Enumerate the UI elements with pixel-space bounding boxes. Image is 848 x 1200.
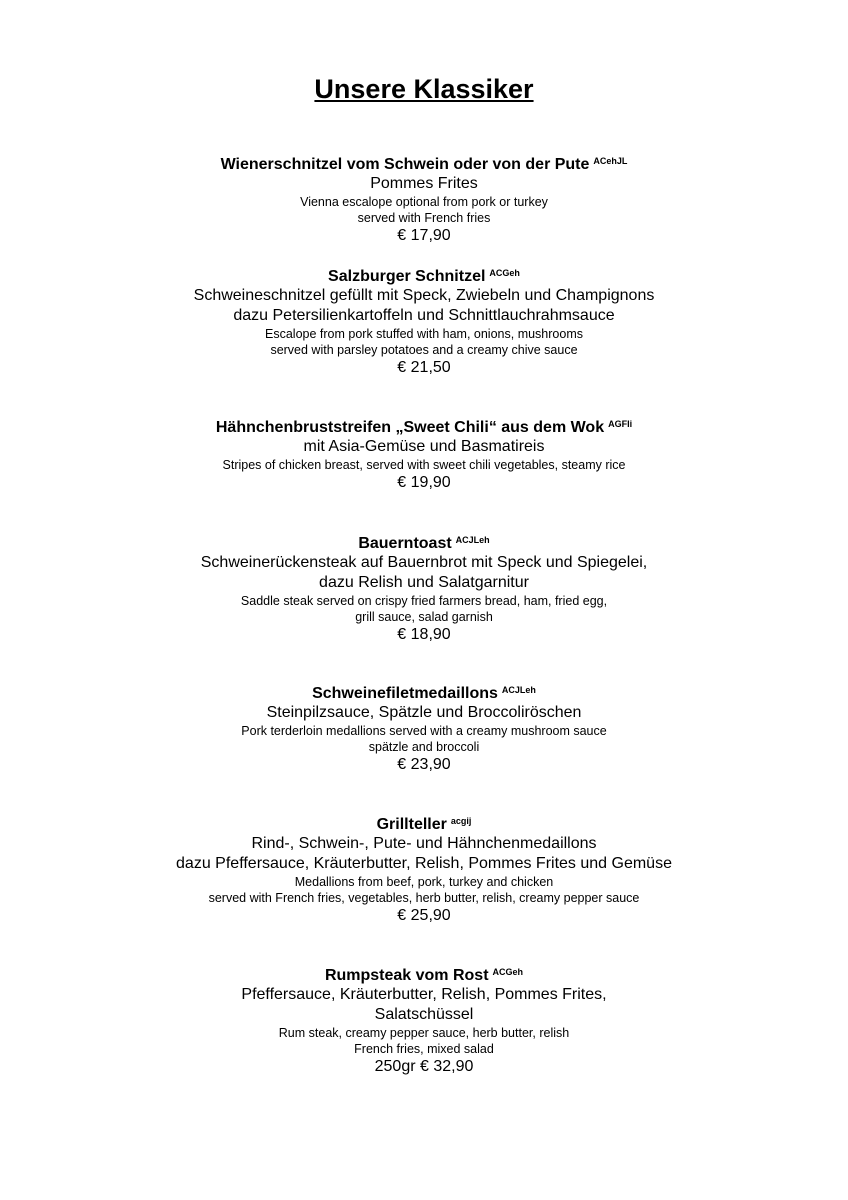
allergen-codes: ACehJL [593,156,628,166]
dish-description-de: dazu Pfeffersauce, Kräuterbutter, Relish, Pommes Frites und Gemüse [176,855,672,872]
dish-description-de: mit Asia-Gemüse und Basmatireis [303,438,545,455]
dish-price: 250gr € 32,90 [374,1058,474,1075]
dish-price: € 25,90 [397,907,451,924]
dish-name [0,267,848,286]
dish-description-de: Rind-, Schwein-, Pute- und Hähnchenmedaillons [251,835,597,852]
dish-description-en: French fries, mixed salad [354,1042,494,1056]
dish-description-en: served with French fries, vegetables, herb butter, relish, creamy pepper sauce [208,891,640,905]
dish-name [0,966,848,985]
dish-price: € 21,50 [397,359,451,376]
dish-description-en: Stripes of chicken breast, served with sweet chili vegetables, steamy rice [222,458,626,472]
dish-schweinefiletmedaillons [0,684,848,775]
dish-grillteller [0,815,848,926]
dish-name-text: Rumpsteak vom Rost [324,967,489,984]
dish-name [0,684,848,703]
dish-description-de: Salatschüssel [374,1006,474,1023]
allergen-codes: ACJLeh [501,685,536,695]
dish-description-de: Pommes Frites [370,175,478,192]
dish-description-en: Saddle steak served on crispy fried farmers bread, ham, fried egg, [240,594,608,608]
allergen-codes: ACJLeh [455,535,490,545]
dish-name [0,418,848,437]
dish-price: € 19,90 [397,474,451,491]
dish-name-text: Schweinefiletmedaillons [312,685,498,702]
dish-name-text: Wienerschnitzel vom Schwein oder von der Pute [220,156,590,173]
dish-price: € 18,90 [397,626,451,643]
dish-description-de: dazu Petersilienkartoffeln und Schnittlauchrahmsauce [233,307,615,324]
dish-description-en: Escalope from pork stuffed with ham, onions, mushrooms [265,327,583,341]
page-title: Unsere Klassiker [314,74,534,104]
dish-description-en: served with French fries [357,211,491,225]
allergen-codes: ACGeh [489,268,520,278]
dish-salzburger-schnitzel [0,267,848,378]
dish-description-en: grill sauce, salad garnish [355,610,493,624]
dish-name [0,155,848,174]
dish-name-text: Salzburger Schnitzel [328,268,486,285]
dish-bauerntoast [0,534,848,645]
dish-haehnchenbruststreifen [0,418,848,493]
dish-description-de: Schweinerückensteak auf Bauernbrot mit Speck und Spiegelei, [200,554,648,571]
dish-description-de: Schweineschnitzel gefüllt mit Speck, Zwiebeln und Champignons [193,287,655,304]
dish-price: € 23,90 [397,756,451,773]
dish-description-en: Medallions from beef, pork, turkey and chicken [294,875,554,889]
dish-description-de: Pfeffersauce, Kräuterbutter, Relish, Pommes Frites, [241,986,607,1003]
dish-description-en: Vienna escalope optional from pork or turkey [300,195,548,209]
dish-description-de: dazu Relish und Salatgarnitur [319,574,529,591]
dish-name [0,534,848,553]
dish-description-en: Pork terderloin medallions served with a creamy mushroom sauce [241,724,607,738]
allergen-codes: AGFIi [608,419,633,429]
dish-rumpsteak [0,966,848,1077]
dish-description-en: served with parsley potatoes and a creamy chive sauce [270,343,578,357]
dish-price: € 17,90 [397,227,451,244]
dish-name [0,815,848,834]
dish-wienerschnitzel [0,155,848,246]
dish-name-text: Grillteller [376,816,447,833]
allergen-codes: acgij [450,816,472,826]
dish-description-en: Rum steak, creamy pepper sauce, herb butter, relish [278,1026,570,1040]
dish-description-de: Steinpilzsauce, Spätzle und Broccoliröschen [266,704,582,721]
dish-name-text: Bauerntoast [358,535,452,552]
dish-name-text: Hähnchenbruststreifen „Sweet Chili“ aus dem Wok [215,419,605,436]
allergen-codes: ACGeh [492,967,524,977]
dish-description-en: spätzle and broccoli [368,740,480,754]
